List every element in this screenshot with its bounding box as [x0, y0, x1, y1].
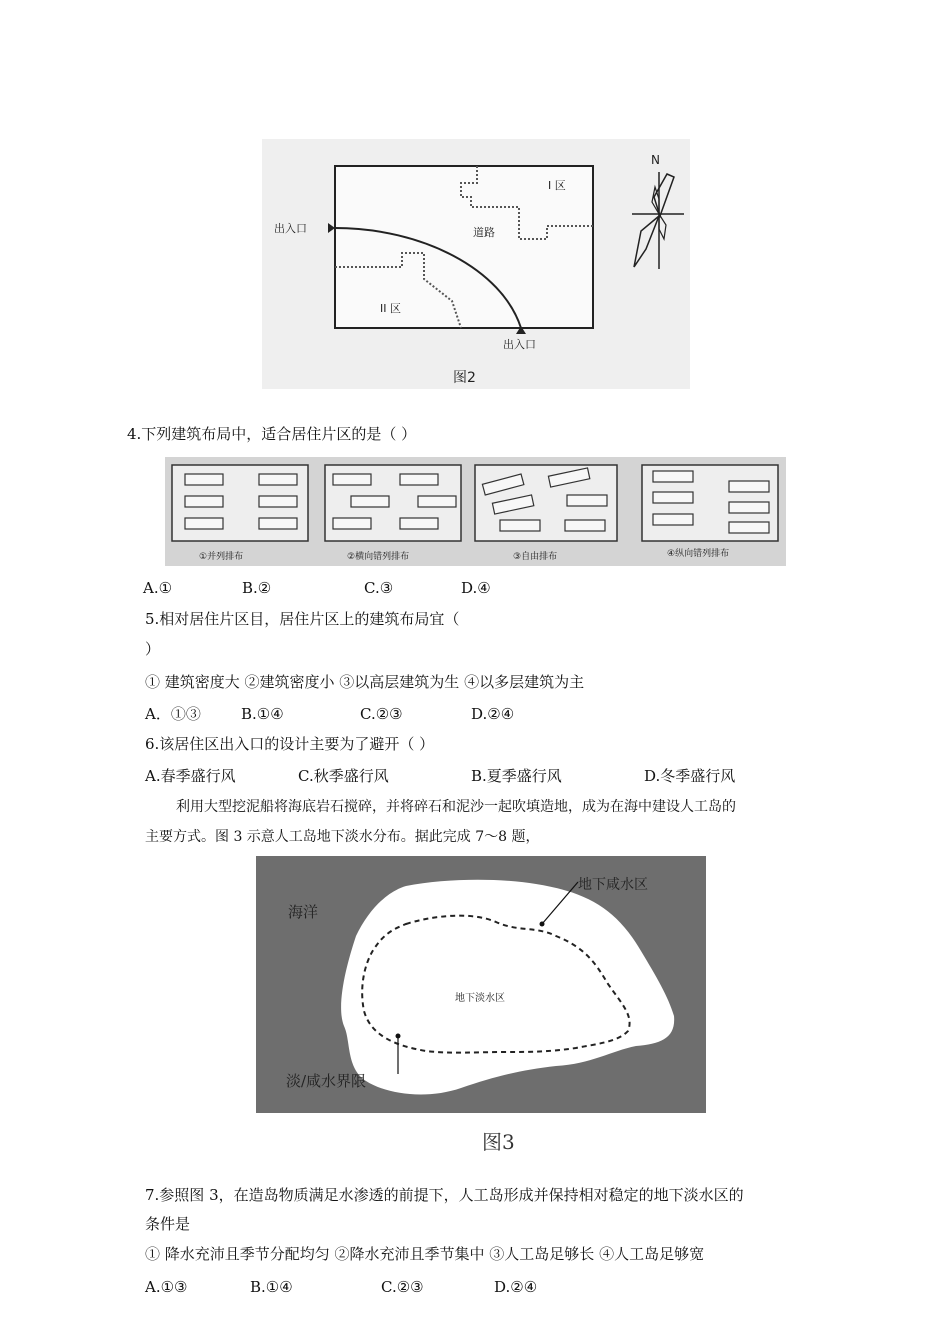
- q6-option-d: D.冬季盛行风: [644, 767, 736, 785]
- road-label: 道路: [473, 226, 495, 239]
- q5-option-c: C.②③: [360, 705, 403, 723]
- q5-option-d: D.②④: [471, 705, 515, 723]
- saltwater-pointer-dot: [540, 922, 545, 927]
- q6-stem: 6.该居住区出入口的设计主要为了避开（ ）: [145, 735, 435, 753]
- layout-panel-1: [172, 465, 308, 541]
- q7-stem-line2: 条件是: [145, 1215, 191, 1233]
- wind-rose-south-petal: [634, 216, 659, 267]
- layout-label-3: ③自由排布: [513, 552, 558, 562]
- q7-option-d: D.②④: [494, 1278, 538, 1296]
- q5-option-a: A．①③: [145, 705, 201, 723]
- entrance-left-marker: [328, 223, 335, 233]
- boundary-pointer-dot: [396, 1034, 401, 1039]
- q5-stem-line2: ）: [145, 640, 161, 658]
- q6-option-b: B.夏季盛行风: [471, 767, 562, 785]
- freshwater-label: 地下淡水区: [455, 993, 505, 1004]
- q7-statements: ① 降水充沛且季节分配均匀 ②降水充沛且季节集中 ③人工岛足够长 ④人工岛足够宽: [145, 1245, 705, 1263]
- entrance-bottom-label: 出入口: [503, 338, 536, 351]
- q5-option-b: B.①④: [241, 705, 284, 723]
- figure-3-caption: 图3: [482, 1130, 515, 1154]
- intro-line1: 利用大型挖泥船将海底岩石搅碎，并将碎石和泥沙一起吹填造地，成为在海中建设人工岛的: [176, 799, 736, 815]
- north-label: N: [651, 153, 660, 167]
- q4-option-b: B.②: [242, 579, 272, 597]
- ocean-label: 海洋: [288, 903, 319, 921]
- layout-panel-4: [642, 465, 778, 541]
- zone-1-label: I 区: [548, 179, 566, 192]
- layout-panel-2: [325, 465, 461, 541]
- boundary-label: 淡/咸水界限: [286, 1072, 367, 1090]
- entrance-left-label: 出入口: [274, 222, 307, 235]
- q7-stem-line1: 7.参照图 3，在造岛物质满足水渗透的前提下，人工岛形成并保持相对稳定的地下淡水区的: [145, 1186, 744, 1204]
- figure-3: [256, 856, 706, 1156]
- figure-2: [262, 139, 690, 389]
- q7-option-c: C.②③: [381, 1278, 424, 1296]
- q6-option-c: C.秋季盛行风: [298, 767, 389, 785]
- q4-option-c: C.③: [364, 579, 394, 597]
- zone-2-label: II 区: [380, 302, 401, 315]
- q7-option-a: A.①③: [145, 1278, 188, 1296]
- layout-panel-3: [475, 465, 617, 541]
- q4-stem: 4.下列建筑布局中，适合居住片区的是（ ）: [127, 425, 417, 443]
- q6-option-a: A.春季盛行风: [145, 767, 236, 785]
- q7-option-b: B.①④: [250, 1278, 293, 1296]
- figure-2-diagram: [262, 139, 690, 389]
- saltwater-label: 地下咸水区: [578, 877, 648, 893]
- intro-line2: 主要方式。图 3 示意人工岛地下淡水分布。据此完成 7～8 题，: [145, 829, 540, 845]
- q4-option-d: D.④: [461, 579, 491, 597]
- layout-label-2: ②横向错列排布: [347, 552, 410, 562]
- q5-stem-line1: 5.相对居住片区目，居住片区上的建筑布局宜（: [145, 610, 460, 628]
- layout-label-1: ①并列排布: [199, 552, 244, 562]
- q4-layout-figure: [165, 457, 786, 566]
- layout-label-4: ④纵向错列排布: [667, 549, 730, 559]
- q5-statements: ① 建筑密度大 ②建筑密度小 ③以高层建筑为生 ④以多层建筑为主: [145, 673, 585, 691]
- q4-option-a: A.①: [143, 579, 173, 597]
- figure-2-caption: 图2: [453, 370, 476, 386]
